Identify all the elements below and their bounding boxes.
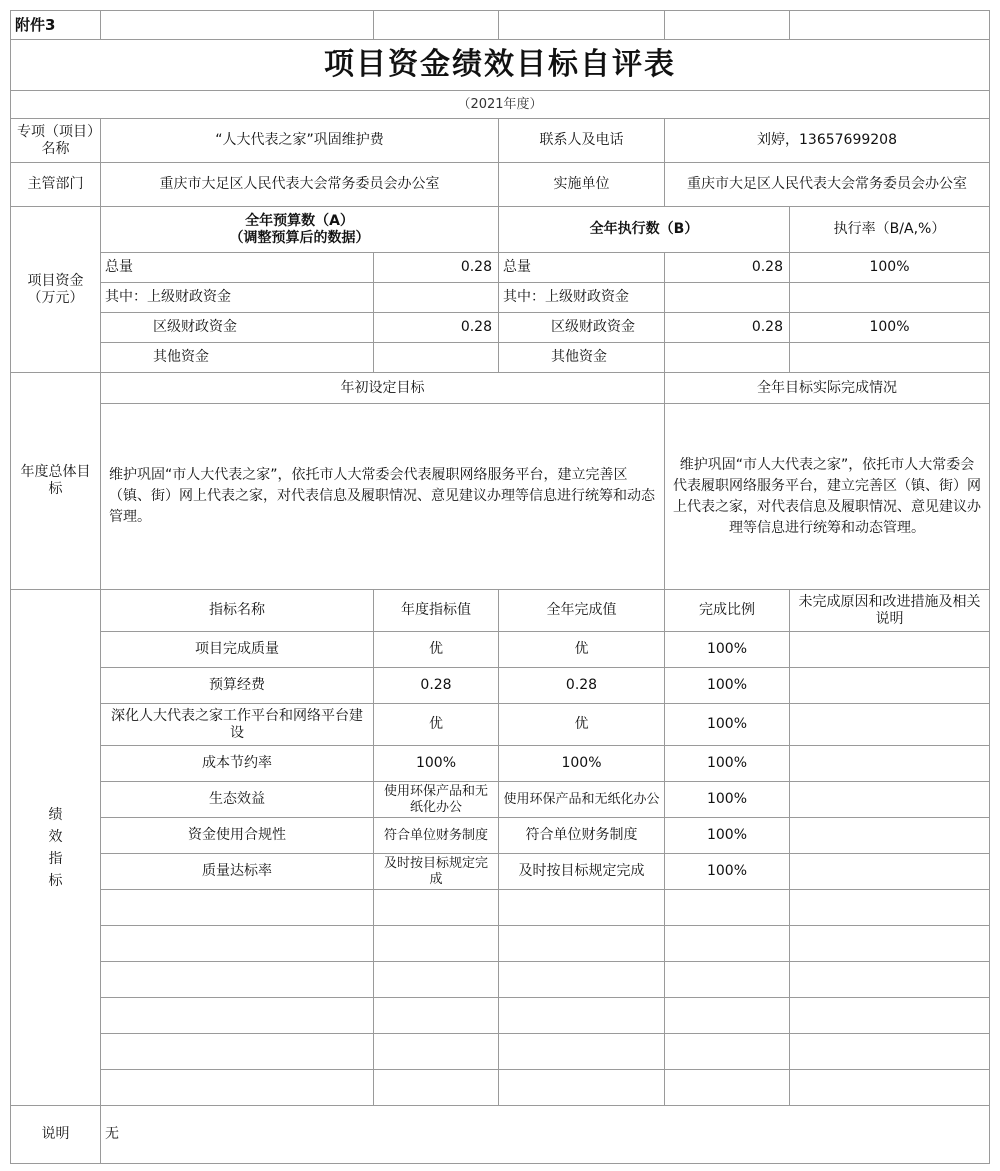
- empty-indicator-cell: [101, 962, 374, 998]
- empty-indicator-cell: [101, 1070, 374, 1106]
- empty-indicator-cell: [374, 1070, 499, 1106]
- indicator-note: [790, 632, 990, 668]
- indicator-target: 优: [374, 704, 499, 746]
- fund-row-rate: [790, 343, 990, 373]
- empty-indicator-cell: [374, 1034, 499, 1070]
- indicator-target-header: 年度指标值: [374, 590, 499, 632]
- fund-row-budget: [374, 283, 499, 313]
- department-label: 主管部门: [11, 163, 101, 207]
- implementing-unit-value: 重庆市大足区人民代表大会常务委员会办公室: [665, 163, 990, 207]
- indicator-ratio: 100%: [665, 632, 790, 668]
- empty-cell: [374, 11, 499, 40]
- initial-goal-header: 年初设定目标: [101, 373, 665, 404]
- empty-indicator-cell: [101, 998, 374, 1034]
- fund-row-exec-label: 其他资金: [499, 343, 665, 373]
- empty-indicator-cell: [499, 926, 665, 962]
- indicator-ratio: 100%: [665, 746, 790, 782]
- indicator-note: [790, 704, 990, 746]
- empty-indicator-cell: [790, 890, 990, 926]
- empty-indicator-cell: [790, 998, 990, 1034]
- indicator-label-char: 绩: [48, 806, 63, 823]
- empty-indicator-cell: [499, 1070, 665, 1106]
- empty-indicator-cell: [665, 1034, 790, 1070]
- fund-row-exec: [665, 343, 790, 373]
- fund-row-budget: 0.28: [374, 253, 499, 283]
- indicator-name: 成本节约率: [101, 746, 374, 782]
- fund-row-exec-label: 其中：上级财政资金: [499, 283, 665, 313]
- empty-indicator-cell: [665, 890, 790, 926]
- fund-row-exec-label: 总量: [499, 253, 665, 283]
- empty-cell: [101, 11, 374, 40]
- department-value: 重庆市大足区人民代表大会常务委员会办公室: [101, 163, 499, 207]
- empty-indicator-cell: [499, 1034, 665, 1070]
- fund-row-rate: 100%: [790, 313, 990, 343]
- indicator-actual-header: 全年完成值: [499, 590, 665, 632]
- page-title: 项目资金绩效目标自评表: [11, 40, 990, 91]
- indicator-note-header: 未完成原因和改进措施及相关说明: [790, 590, 990, 632]
- indicator-note: [790, 746, 990, 782]
- empty-indicator-cell: [101, 926, 374, 962]
- project-name-value: “人大代表之家”巩固维护费: [101, 119, 499, 163]
- initial-goal-text: 维护巩固“市人大代表之家”，依托市人大常委会代表履职网络服务平台，建立完善区（镇、街）网上代表之家，对代表信息及履职情况、意见建议办理等信息进行统筹和动态管理。: [101, 404, 665, 590]
- indicator-target: 使用环保产品和无纸化办公: [374, 782, 499, 818]
- fund-row-budget: [374, 343, 499, 373]
- annual-budget-subtitle: （调整预算后的数据）: [229, 229, 370, 246]
- empty-cell: [790, 11, 990, 40]
- indicator-note: [790, 818, 990, 854]
- indicator-note: [790, 782, 990, 818]
- execution-rate-header: 执行率（B/A,%）: [790, 207, 990, 253]
- indicator-actual: 及时按目标规定完成: [499, 854, 665, 890]
- performance-indicator-label: [11, 590, 101, 1106]
- empty-indicator-cell: [499, 962, 665, 998]
- empty-indicator-cell: [374, 926, 499, 962]
- indicator-label-char: 标: [48, 872, 63, 889]
- project-name-label: 专项（项目）名称: [11, 119, 101, 163]
- indicator-name: 预算经费: [101, 668, 374, 704]
- indicator-ratio: 100%: [665, 782, 790, 818]
- project-funds-label: 项目资金（万元）: [11, 207, 101, 373]
- implementing-unit-label: 实施单位: [499, 163, 665, 207]
- indicator-name: 资金使用合规性: [101, 818, 374, 854]
- annual-budget-title: 全年预算数（A）: [245, 212, 354, 229]
- annual-budget-header: [101, 207, 499, 253]
- evaluation-table: [10, 10, 990, 1164]
- indicator-name: 质量达标率: [101, 854, 374, 890]
- fund-row-label: 其中：上级财政资金: [101, 283, 374, 313]
- empty-indicator-cell: [665, 998, 790, 1034]
- empty-indicator-cell: [790, 1070, 990, 1106]
- indicator-name-header: 指标名称: [101, 590, 374, 632]
- remark-label: 说明: [11, 1106, 101, 1164]
- indicator-actual: 使用环保产品和无纸化办公: [499, 782, 665, 818]
- indicator-label-char: 指: [48, 850, 63, 867]
- indicator-ratio: 100%: [665, 854, 790, 890]
- fund-row-exec: 0.28: [665, 313, 790, 343]
- empty-indicator-cell: [374, 998, 499, 1034]
- indicator-actual: 优: [499, 632, 665, 668]
- fund-row-budget: 0.28: [374, 313, 499, 343]
- empty-cell: [665, 11, 790, 40]
- empty-indicator-cell: [374, 890, 499, 926]
- indicator-actual: 符合单位财务制度: [499, 818, 665, 854]
- indicator-ratio: 100%: [665, 668, 790, 704]
- empty-cell: [499, 11, 665, 40]
- fund-row-rate: 100%: [790, 253, 990, 283]
- indicator-target: 100%: [374, 746, 499, 782]
- empty-indicator-cell: [374, 962, 499, 998]
- empty-indicator-cell: [665, 1070, 790, 1106]
- empty-indicator-cell: [790, 926, 990, 962]
- indicator-target: 符合单位财务制度: [374, 818, 499, 854]
- indicator-target: 优: [374, 632, 499, 668]
- empty-indicator-cell: [665, 926, 790, 962]
- indicator-name: 深化人大代表之家工作平台和网络平台建设: [101, 704, 374, 746]
- fiscal-year: （2021年度）: [11, 91, 990, 119]
- fund-row-label: 其他资金: [101, 343, 374, 373]
- fund-row-label: 区级财政资金: [101, 313, 374, 343]
- fund-row-rate: [790, 283, 990, 313]
- empty-indicator-cell: [790, 962, 990, 998]
- empty-indicator-cell: [101, 1034, 374, 1070]
- fund-row-label: 总量: [101, 253, 374, 283]
- indicator-note: [790, 668, 990, 704]
- remark-value: 无: [101, 1106, 990, 1164]
- empty-indicator-cell: [665, 962, 790, 998]
- fund-row-exec: [665, 283, 790, 313]
- indicator-actual: 0.28: [499, 668, 665, 704]
- actual-goal-header: 全年目标实际完成情况: [665, 373, 990, 404]
- annual-execution-header: 全年执行数（B）: [499, 207, 790, 253]
- annex-label: 附件3: [11, 11, 101, 40]
- empty-indicator-cell: [499, 890, 665, 926]
- indicator-ratio: 100%: [665, 818, 790, 854]
- indicator-name: 项目完成质量: [101, 632, 374, 668]
- contact-value: 刘婷，13657699208: [665, 119, 990, 163]
- actual-goal-text: 维护巩固“市人大代表之家”，依托市人大常委会代表履职网络服务平台，建立完善区（镇、街）网上代表之家，对代表信息及履职情况、意见建议办理等信息进行统筹和动态管理。: [665, 404, 990, 590]
- indicator-actual: 优: [499, 704, 665, 746]
- indicator-target: 及时按目标规定完成: [374, 854, 499, 890]
- annual-goal-label: 年度总体目标: [11, 373, 101, 590]
- indicator-note: [790, 854, 990, 890]
- indicator-ratio: 100%: [665, 704, 790, 746]
- indicator-actual: 100%: [499, 746, 665, 782]
- indicator-ratio-header: 完成比例: [665, 590, 790, 632]
- empty-indicator-cell: [101, 890, 374, 926]
- contact-label: 联系人及电话: [499, 119, 665, 163]
- fund-row-exec-label: 区级财政资金: [499, 313, 665, 343]
- empty-indicator-cell: [790, 1034, 990, 1070]
- empty-indicator-cell: [499, 998, 665, 1034]
- indicator-target: 0.28: [374, 668, 499, 704]
- indicator-label-char: 效: [48, 828, 63, 845]
- fund-row-exec: 0.28: [665, 253, 790, 283]
- indicator-name: 生态效益: [101, 782, 374, 818]
